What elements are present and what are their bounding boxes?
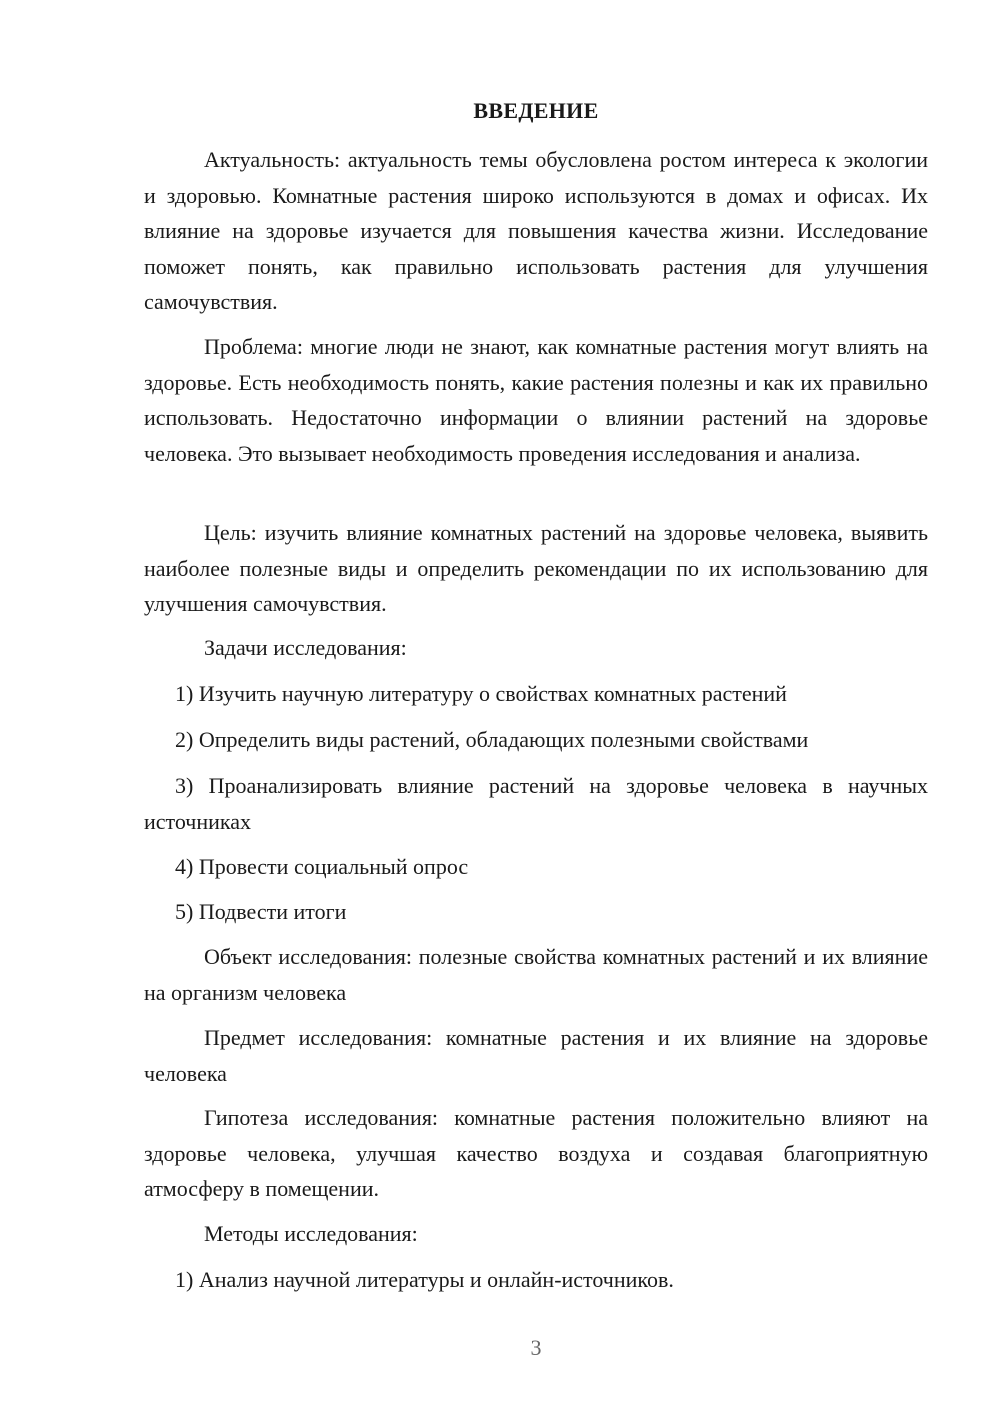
problem-paragraph: Проблема: многие люди не знают, как комнатные растения могут влиять на здоровье. Есть необходимость понять, какие растения полезны и как их правильно использовать. Недостаточно информации о влиянии растений на здоровье человека. Это вызывает необходимость проведения исследования и анализа. [144, 334, 928, 466]
hypothesis-paragraph: Гипотеза исследования: комнатные растения положительно влияют на здоровье человека, улучшая качество воздуха и создавая благоприятную атмосферу в помещении. [144, 1105, 928, 1201]
task-item: 2) Определить виды растений, обладающих полезными свойствами [175, 727, 809, 752]
task-item: 5) Подвести итоги [175, 899, 347, 924]
goal-paragraph: Цель: изучить влияние комнатных растений на здоровье человека, выявить наиболее полезные виды и определить рекомендации по их использованию для улучшения самочувствия. [144, 520, 928, 616]
object-paragraph: Объект исследования: полезные свойства комнатных растений и их влияние на организм человека [144, 944, 928, 1005]
relevance-paragraph: Актуальность: актуальность темы обусловлена ростом интереса к экологии и здоровью. Комнатные растения широко используются в домах и офисах. Их влияние на здоровье изучается для повышения качества жизни. Исследование поможет понять, как правильно использовать растения для улучшения самочувствия. [144, 147, 928, 314]
tasks-title: Задачи исследования: [204, 635, 407, 660]
page-number: 3 [530, 1335, 542, 1360]
methods-title: Методы исследования: [204, 1221, 418, 1246]
section-heading: ВВЕДЕНИЕ [473, 98, 599, 123]
task-item: 3) Проанализировать влияние растений на здоровье человека в научных источниках [144, 773, 928, 834]
task-item: 1) Изучить научную литературу о свойствах комнатных растений [175, 681, 787, 706]
method-item: 1) Анализ научной литературы и онлайн-источников. [175, 1267, 674, 1292]
subject-paragraph: Предмет исследования: комнатные растения и их влияние на здоровье человека [144, 1025, 928, 1086]
task-item: 4) Провести социальный опрос [175, 854, 469, 879]
